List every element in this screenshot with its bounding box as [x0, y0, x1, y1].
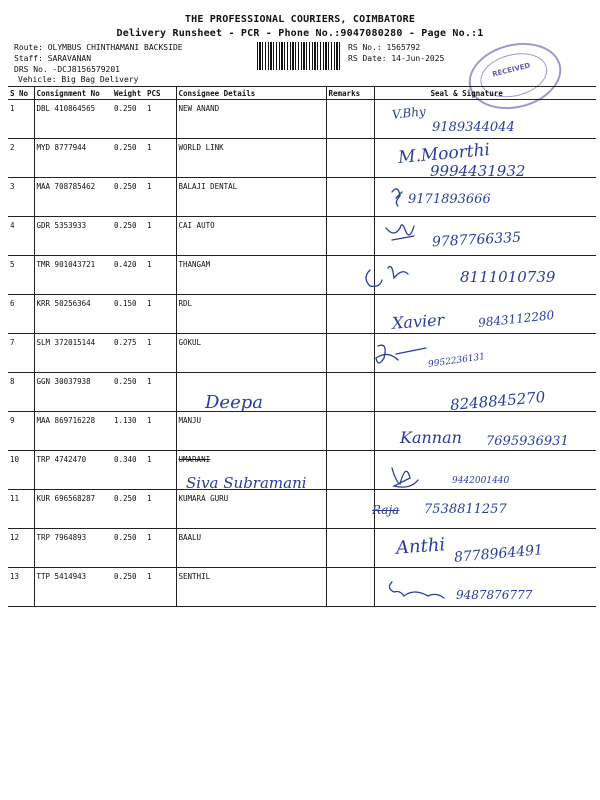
cell-consignee: SENTHIL	[176, 568, 326, 607]
cell-sno: 12	[8, 529, 34, 568]
cell-pcs: 1	[145, 217, 176, 256]
cell-sno: 13	[8, 568, 34, 607]
cell-pcs: 1	[145, 178, 176, 217]
table-row	[8, 490, 596, 529]
sig-1-phone: 9189344044	[432, 120, 515, 135]
cell-consignment: DBL 410864565	[34, 100, 112, 139]
sig-1-name: V.Bhy	[391, 104, 427, 122]
cell-consignee: RDL	[176, 295, 326, 334]
cell-remarks	[326, 139, 374, 178]
cell-weight: 0.250	[112, 529, 145, 568]
drs-no: DRS No. -DCJ8156579201	[14, 65, 120, 74]
cell-consignment: KRR 50256364	[34, 295, 112, 334]
barcode	[257, 42, 340, 70]
cell-weight: 0.250	[112, 490, 145, 529]
cell-weight: 0.250	[112, 373, 145, 412]
cell-consignment: MAA 869716228	[34, 412, 112, 451]
sig-2-phone: 9994431932	[430, 162, 526, 180]
col-weight: Weight	[112, 87, 145, 100]
cell-weight: 0.250	[112, 178, 145, 217]
col-pcs: PCS	[145, 87, 176, 100]
cell-remarks	[326, 529, 374, 568]
sig-2-name: M.Moorthi	[397, 140, 491, 168]
sig-8-name: Deepa	[205, 392, 263, 413]
cell-sno: 8	[8, 373, 34, 412]
cell-consignment: MYD 8777944	[34, 139, 112, 178]
cell-pcs: 1	[145, 412, 176, 451]
cell-sno: 5	[8, 256, 34, 295]
cell-consignee: WORLD LINK	[176, 139, 326, 178]
cell-weight: 0.250	[112, 100, 145, 139]
cell-remarks	[326, 334, 374, 373]
sig-10-phone: 9442001440	[452, 476, 510, 486]
cell-sno: 2	[8, 139, 34, 178]
cell-consignment: TMR 901043721	[34, 256, 112, 295]
cell-signature	[374, 334, 596, 373]
cell-weight: 0.420	[112, 256, 145, 295]
route: Route: OLYMBUS CHINTHAMANI BACKSIDE	[14, 43, 183, 52]
cell-remarks	[326, 100, 374, 139]
cell-remarks	[326, 451, 374, 490]
sig-12-phone: 8778964491	[453, 542, 544, 566]
cell-sno: 3	[8, 178, 34, 217]
cell-consignment: SLM 372015144	[34, 334, 112, 373]
cell-consignee: MANJU	[176, 412, 326, 451]
cell-consignee: CAI AUTO	[176, 217, 326, 256]
sig-7-phone: 9952236131	[427, 352, 486, 370]
stamp-text: RECEIVED	[491, 61, 532, 79]
cell-pcs: 1	[145, 451, 176, 490]
cell-remarks	[326, 568, 374, 607]
cell-consignment: TRP 7964893	[34, 529, 112, 568]
col-consignment: Consignment No	[34, 87, 112, 100]
cell-sno: 11	[8, 490, 34, 529]
cell-remarks	[326, 295, 374, 334]
cell-remarks	[326, 178, 374, 217]
cell-sno: 1	[8, 100, 34, 139]
cell-weight: 0.250	[112, 217, 145, 256]
rs-no: RS No.: 1565792	[348, 43, 421, 52]
col-remarks: Remarks	[326, 87, 374, 100]
col-seal: Seal & Signature	[374, 87, 596, 100]
cell-weight: 0.275	[112, 334, 145, 373]
sig-10-name: Siva Subramani	[186, 474, 307, 492]
cell-pcs: 1	[145, 373, 176, 412]
sig-11-name: Raja	[372, 503, 400, 517]
cell-weight: 0.150	[112, 295, 145, 334]
cell-pcs: 1	[145, 100, 176, 139]
sig-13-phone: 9487876777	[456, 588, 533, 602]
runsheet-title: THE PROFESSIONAL COURIERS, COIMBATORE	[184, 14, 416, 25]
cell-pcs: 1	[145, 529, 176, 568]
cell-weight: 0.250	[112, 568, 145, 607]
runsheet-subtitle: Delivery Runsheet - PCR - Phone No.:9047080280 - Page No.:1	[116, 28, 484, 39]
rs-date: RS Date: 14-Jun-2025	[348, 54, 445, 63]
cell-consignee: UMARANI	[176, 451, 326, 490]
cell-weight: 0.250	[112, 139, 145, 178]
cell-consignee: BAALU	[176, 529, 326, 568]
sig-8-phone: 8248845270	[449, 387, 547, 415]
cell-sno: 6	[8, 295, 34, 334]
sig-3-phone: 9171893666	[408, 192, 491, 207]
cell-consignment: TTP 5414943	[34, 568, 112, 607]
cell-consignment: MAA 708785462	[34, 178, 112, 217]
sig-12-name: Anthi	[395, 534, 446, 559]
table-row	[8, 178, 596, 217]
cell-consignee: THANGAM	[176, 256, 326, 295]
col-consignee: Consignee Details	[176, 87, 326, 100]
cell-sno: 10	[8, 451, 34, 490]
table-row	[8, 334, 596, 373]
cell-remarks	[326, 490, 374, 529]
cell-sno: 9	[8, 412, 34, 451]
cell-remarks	[326, 373, 374, 412]
cell-consignee: NEW ANAND	[176, 100, 326, 139]
sig-5-phone: 8111010739	[460, 268, 556, 286]
cell-pcs: 1	[145, 139, 176, 178]
cell-consignment: GDR 5353933	[34, 217, 112, 256]
table-header-row	[8, 87, 596, 100]
sig-9-phone: 7695936931	[486, 434, 569, 449]
cell-sno: 7	[8, 334, 34, 373]
sig-4-phone: 9787766335	[431, 229, 522, 251]
cell-pcs: 1	[145, 334, 176, 373]
cell-consignment: KUR 696568287	[34, 490, 112, 529]
cell-pcs: 1	[145, 256, 176, 295]
cell-pcs: 1	[145, 568, 176, 607]
staff: Staff: SARAVANAN	[14, 54, 92, 63]
cell-consignee: GOKUL	[176, 334, 326, 373]
cell-weight: 0.340	[112, 451, 145, 490]
sig-6-phone: 9843112280	[477, 308, 555, 330]
cell-remarks	[326, 256, 374, 295]
cell-consignee: BALAJI DENTAL	[176, 178, 326, 217]
cell-remarks	[326, 412, 374, 451]
cell-weight: 1.130	[112, 412, 145, 451]
sig-9-name: Kannan	[400, 428, 462, 447]
sig-6-name: Xavier	[391, 310, 445, 333]
cell-sno: 4	[8, 217, 34, 256]
cell-consignee: KUMARA GURU	[176, 490, 326, 529]
sig-11-phone: 7538811257	[424, 502, 507, 517]
col-sno: S No	[8, 87, 34, 100]
cell-pcs: 1	[145, 295, 176, 334]
cell-remarks	[326, 217, 374, 256]
cell-consignment: TRP 4742470	[34, 451, 112, 490]
cell-consignment: GGN 30037938	[34, 373, 112, 412]
cell-pcs: 1	[145, 490, 176, 529]
vehicle: Vehicle: Big Bag Delivery	[18, 75, 139, 84]
